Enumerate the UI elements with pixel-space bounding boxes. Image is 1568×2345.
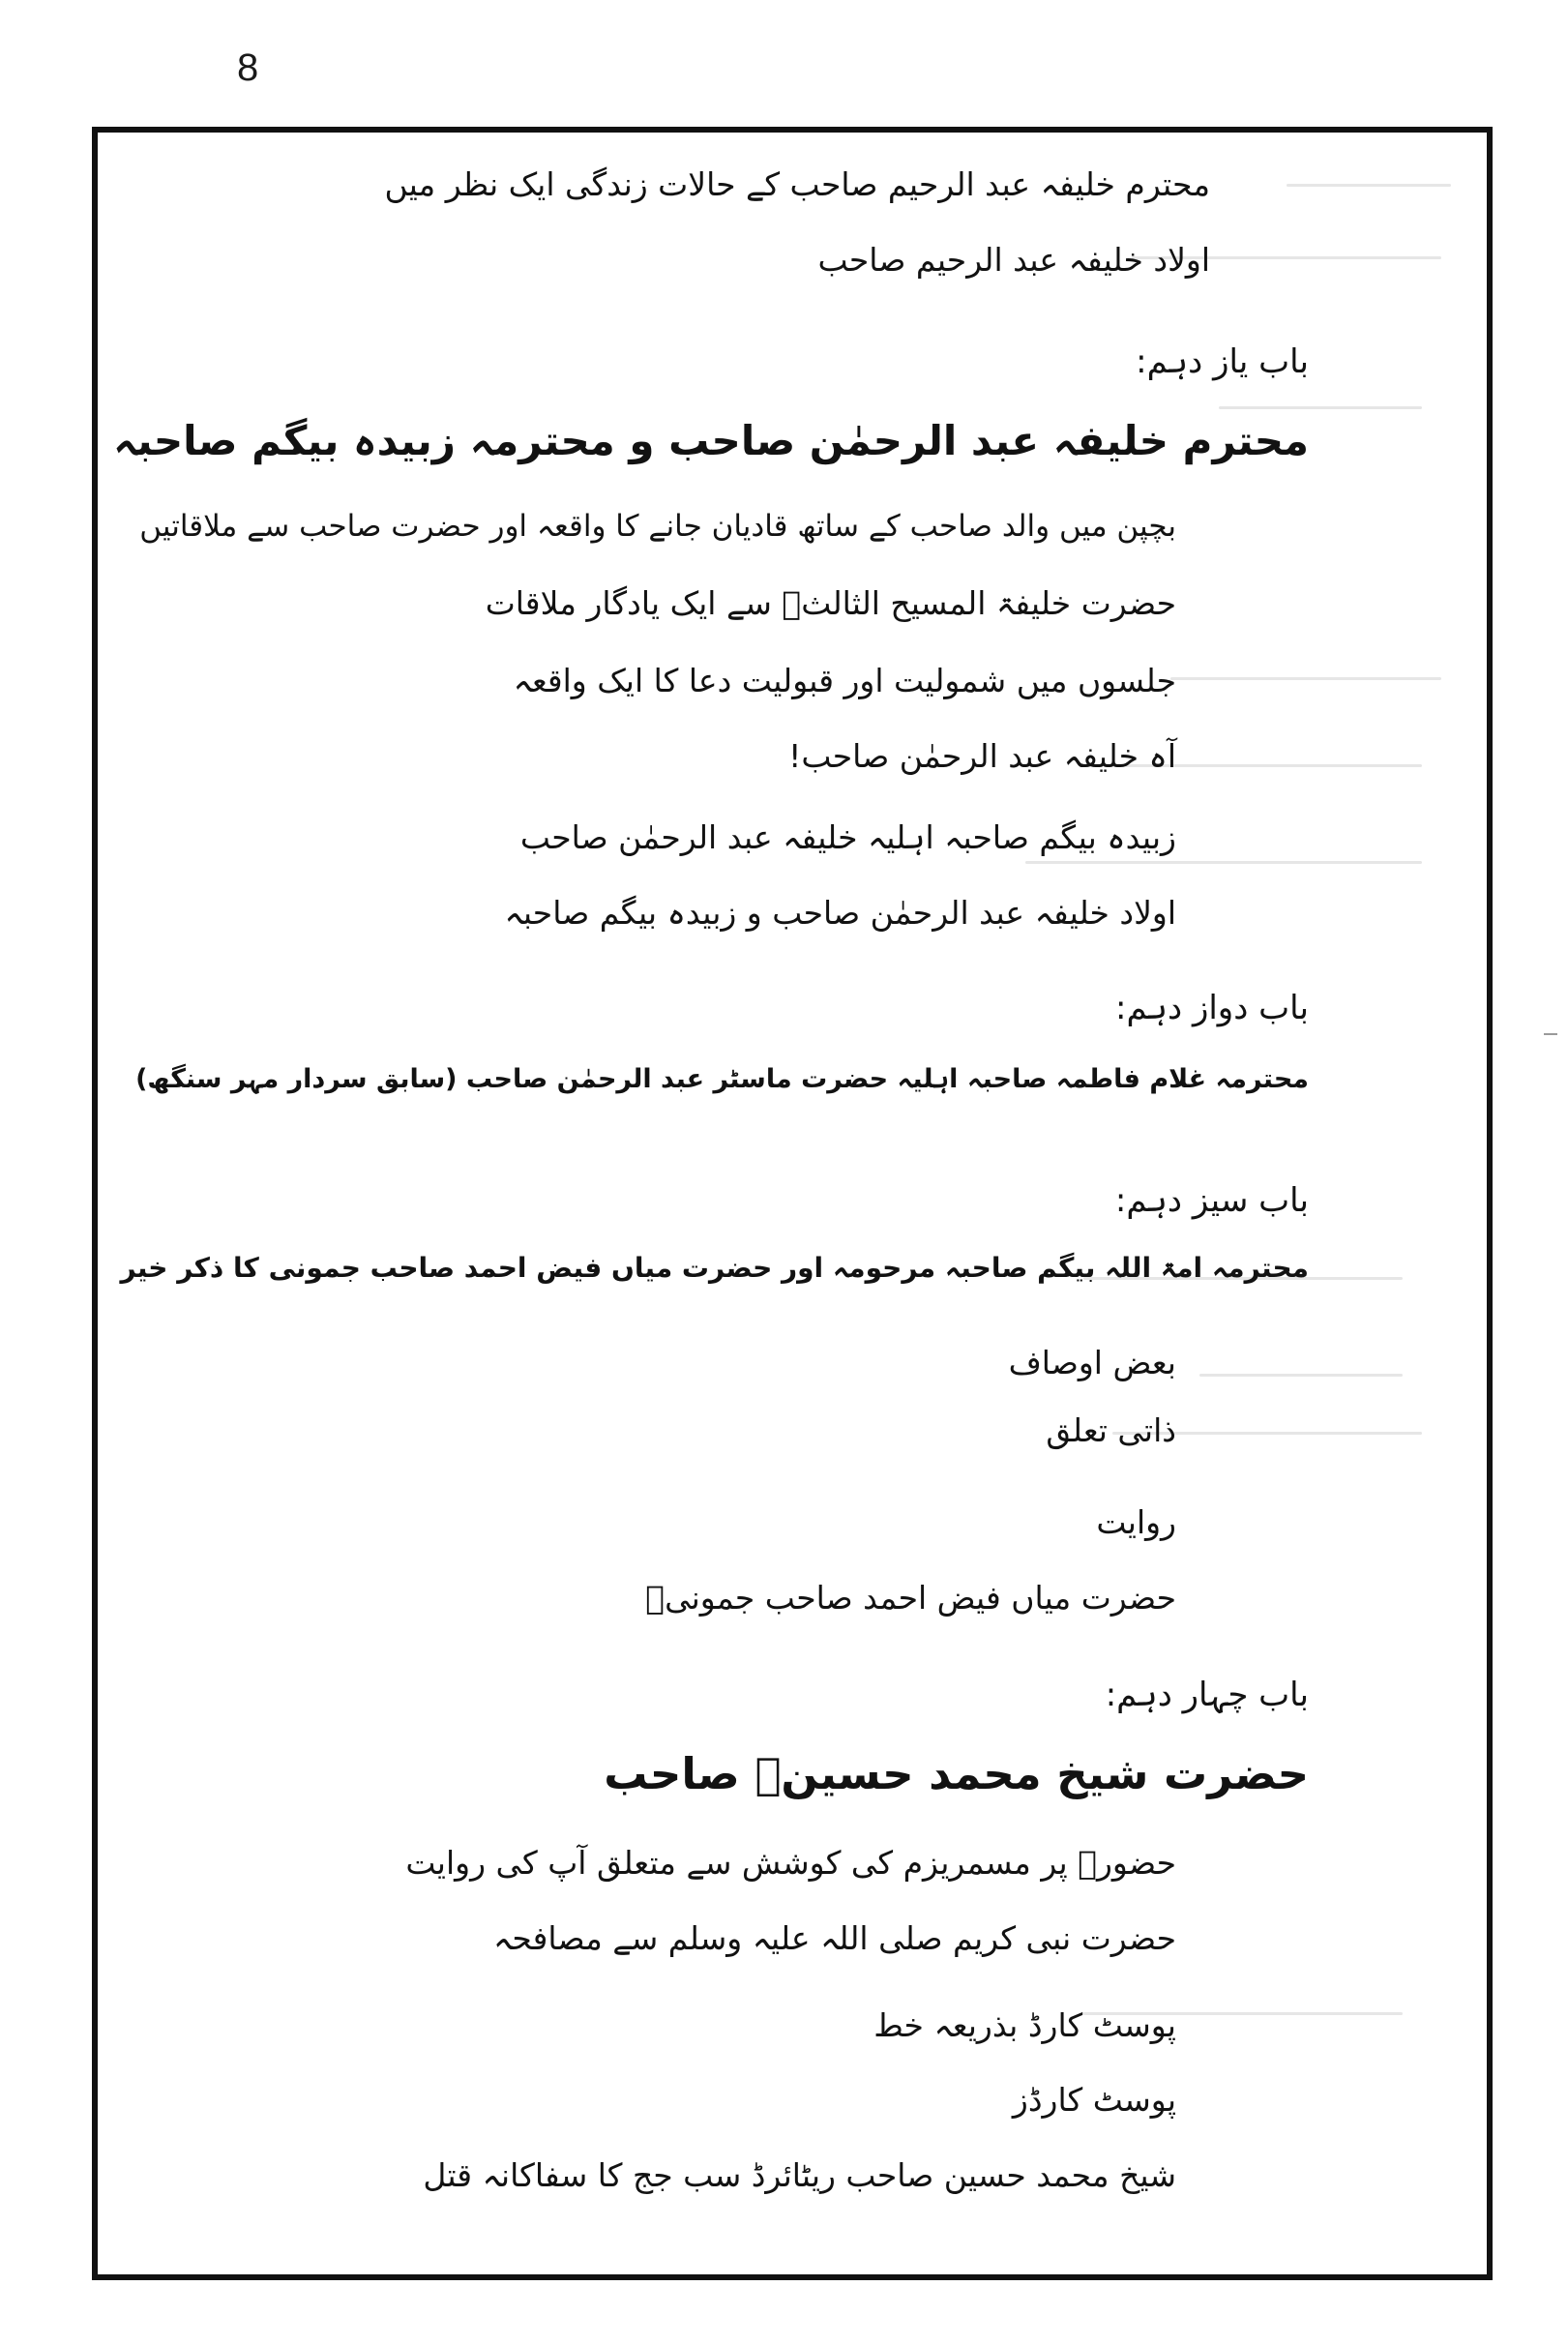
toc-entry: حضرت میاں فیض احمد صاحب جمونیؓ bbox=[645, 1579, 1176, 1617]
chapter-label: باب چہار دہم: bbox=[1105, 1676, 1309, 1714]
bleed-through-mark bbox=[1287, 184, 1451, 187]
toc-entry: بچپن میں والد صاحب کے ساتھ قادیان جانے کا واقعہ اور حضرت صاحب سے ملاقاتیں bbox=[139, 509, 1176, 544]
toc-entry: حضورؑ پر مسمریزم کی کوشش سے متعلق آپ کی روایت bbox=[405, 1844, 1176, 1882]
bleed-through-mark bbox=[1199, 1374, 1403, 1377]
toc-entry: بعض اوصاف bbox=[1008, 1344, 1176, 1381]
toc-entry: روایت bbox=[1096, 1503, 1176, 1541]
toc-entry: زبیدہ بیگم صاحبہ اہلیہ خلیفہ عبد الرحمٰن صاحب bbox=[519, 818, 1176, 856]
chapter-label: باب سیز دہم: bbox=[1114, 1181, 1309, 1220]
toc-entry: محترم خلیفہ عبد الرحیم صاحب کے حالات زندگی ایک نظر میں bbox=[384, 165, 1210, 203]
toc-entry: شیخ محمد حسین صاحب ریٹائرڈ سب جج کا سفاکانہ قتل bbox=[423, 2156, 1176, 2194]
chapter-label: باب یاز دہم: bbox=[1136, 342, 1309, 381]
chapter-title: حضرت شیخ محمد حسینؓ صاحب bbox=[604, 1748, 1309, 1799]
toc-entry: آہ خلیفہ عبد الرحمٰن صاحب! bbox=[788, 737, 1176, 775]
bleed-through-mark bbox=[1025, 861, 1422, 864]
chapter-title: محترم خلیفہ عبد الرحمٰن صاحب و محترمہ زبیدہ بیگم صاحبہ bbox=[113, 417, 1309, 464]
toc-entry: اولاد خلیفہ عبد الرحیم صاحب bbox=[817, 241, 1210, 279]
bleed-through-mark bbox=[1219, 406, 1422, 409]
toc-entry: حضرت خلیفۃ المسیح الثالثؒ سے ایک یادگار ملاقات bbox=[485, 584, 1176, 622]
toc-entry: ذاتی تعلق bbox=[1046, 1411, 1176, 1449]
toc-entry: پوسٹ کارڈز bbox=[1012, 2081, 1176, 2119]
chapter-title: محترمہ غلام فاطمہ صاحبہ اہلیہ حضرت ماسٹر عبد الرحمٰن صاحب (سابق سردار مہر سنگھ) bbox=[135, 1064, 1309, 1094]
margin-tick bbox=[1544, 1033, 1557, 1035]
page-number: 8 bbox=[237, 46, 259, 89]
toc-entry: جلسوں میں شمولیت اور قبولیت دعا کا ایک واقعہ bbox=[513, 662, 1176, 699]
chapter-label: باب دواز دہم: bbox=[1114, 989, 1309, 1027]
toc-entry: پوسٹ کارڈ بذریعہ خط bbox=[873, 2006, 1176, 2044]
toc-entry: حضرت نبی کریم صلی اللہ علیہ وسلم سے مصافحہ bbox=[493, 1919, 1176, 1957]
bleed-through-mark bbox=[1170, 677, 1441, 680]
toc-entry: اولاد خلیفہ عبد الرحمٰن صاحب و زبیدہ بیگم صاحبہ bbox=[504, 894, 1176, 932]
chapter-title: محترمہ امۃ اللہ بیگم صاحبہ مرحومہ اور حضرت میاں فیض احمد صاحب جمونی کا ذکر خیر bbox=[120, 1252, 1309, 1284]
